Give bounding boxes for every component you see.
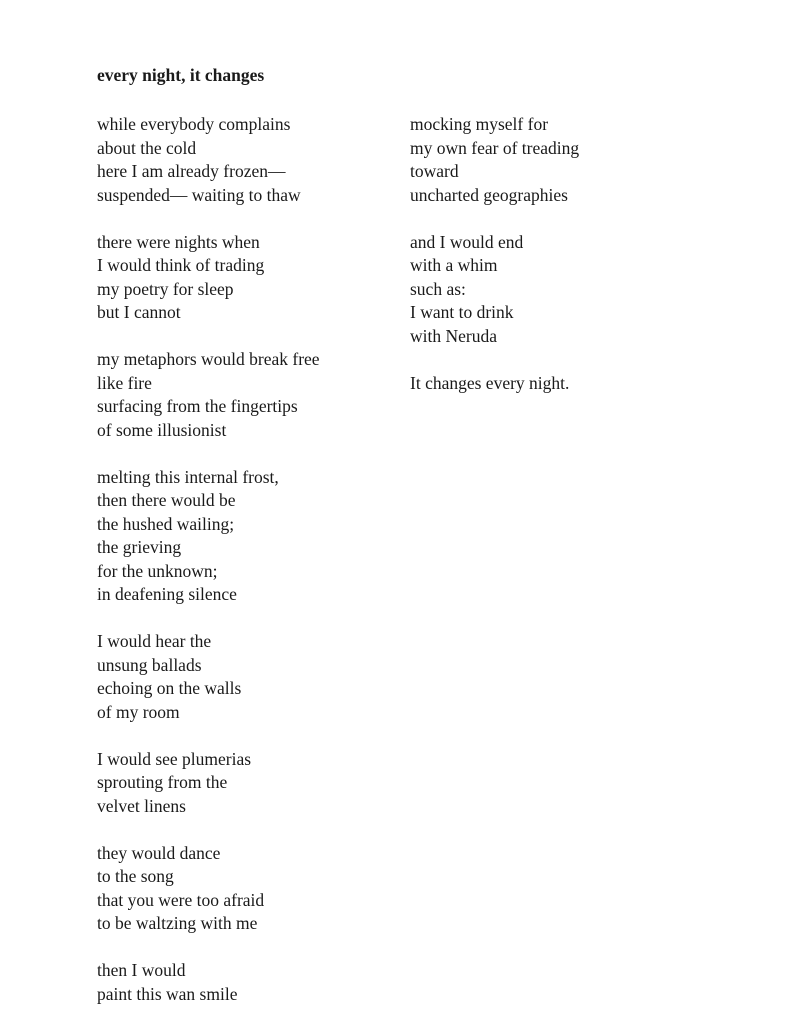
poem-line: uncharted geographies <box>410 184 568 205</box>
poem-line: my metaphors would break free <box>97 349 320 369</box>
poem-line: and I would end <box>410 231 524 252</box>
poem-line: but I cannot <box>97 302 181 322</box>
poem-line: that you were too afraid <box>97 889 265 910</box>
poem-line: the grieving <box>97 537 182 557</box>
poem-line: to be waltzing with me <box>97 913 258 933</box>
poem-line: in deafening silence <box>97 584 237 604</box>
poem-line: with Neruda <box>410 325 497 346</box>
poem-line: I would think of trading <box>97 255 265 275</box>
poem-line: they would dance <box>97 842 221 863</box>
poem-line: about the cold <box>97 137 197 158</box>
stanza <box>410 231 710 349</box>
poem-line: with a whim <box>410 255 498 275</box>
poem-line: like fire <box>97 372 152 393</box>
poem-line: then there would be <box>97 490 236 510</box>
stanza <box>97 466 397 607</box>
stanza <box>410 113 710 207</box>
poem-line: I want to drink <box>410 302 514 322</box>
stanza <box>97 348 397 442</box>
stanza <box>97 630 397 724</box>
poem-line: for the unknown; <box>97 560 218 581</box>
poem-line: sprouting from the <box>97 772 228 792</box>
stanza <box>410 372 710 396</box>
poem-line: mocking myself for <box>410 114 549 134</box>
poem-line: toward <box>410 161 459 181</box>
poem-line: I would hear the <box>97 631 212 651</box>
stanza <box>97 842 397 936</box>
poem-title: every night, it changes <box>97 65 265 85</box>
stanza <box>97 959 397 1006</box>
stanza <box>97 113 397 207</box>
poem-line: unsung ballads <box>97 654 202 675</box>
poem-line: melting this internal frost, <box>97 466 279 487</box>
poem-line: of my room <box>97 701 180 722</box>
poem-line: suspended— waiting to thaw <box>97 184 301 205</box>
poem-line: I would see plumerias <box>97 748 252 769</box>
poem-line: my own fear of treading <box>410 137 580 158</box>
poem-right-column <box>410 113 710 419</box>
poem-line: such as: <box>410 278 466 299</box>
poem-line: here I am already frozen— <box>97 161 286 181</box>
poem-line: to the song <box>97 866 174 886</box>
poem-line: there were nights when <box>97 231 260 252</box>
poem-line: velvet linens <box>97 795 186 816</box>
poem-line: echoing on the walls <box>97 678 242 698</box>
poem-line: surfacing from the fingertips <box>97 396 298 416</box>
poem-left-column <box>97 113 397 1030</box>
poem-line: then I would <box>97 960 186 980</box>
poem-line: of some illusionist <box>97 419 227 440</box>
stanza <box>97 231 397 325</box>
poem-line: It changes every night. <box>410 372 570 393</box>
poem-line: my poetry for sleep <box>97 278 234 299</box>
poem-line: paint this wan smile <box>97 983 238 1004</box>
poem-line: the hushed wailing; <box>97 513 235 534</box>
stanza <box>97 748 397 819</box>
poem-line: while everybody complains <box>97 114 291 134</box>
